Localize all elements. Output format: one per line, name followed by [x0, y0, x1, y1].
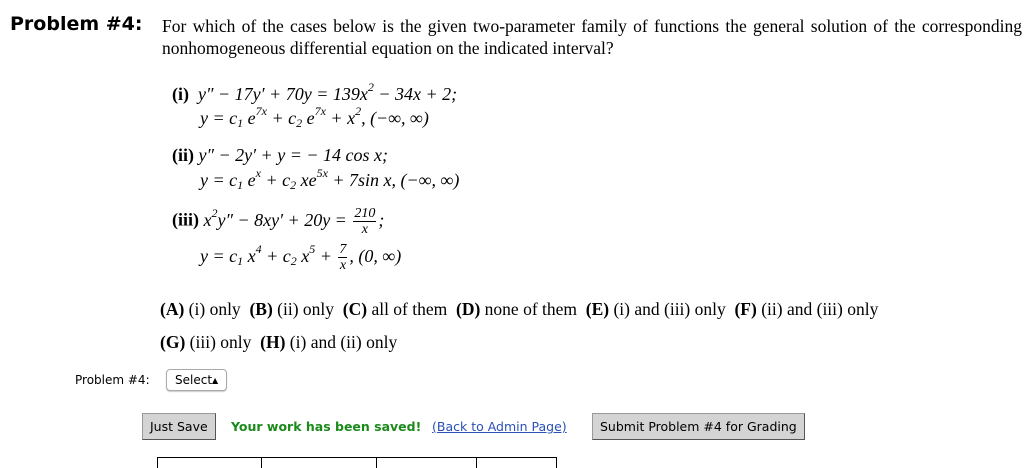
case-ii-solution: $y = c_1$ $e^x + c_2$ $xe^{5x} + 7\sin$ x, (−∞, ∞) [200, 166, 460, 192]
answer-options-row-2 [160, 332, 397, 353]
option-a: (A) (i) only [160, 299, 241, 319]
case-iii-equation: (iii) $x^2y'' - 8xy' + 20y$ = $\frac{210}{x}$ ; [172, 205, 385, 237]
option-h: (H) (i) and (ii) only [260, 332, 398, 352]
option-g: (G) (iii) only [160, 332, 252, 352]
just-save-button[interactable]: Just Save [142, 413, 216, 440]
option-e: (E) (i) and (iii) only [585, 299, 726, 319]
case-ii-equation: (ii) y″ − 2y′ + y = − 14 cos x; [172, 145, 388, 165]
updown-arrows-icon: ▲​ [212, 376, 219, 385]
option-b: (B) (ii) only [249, 299, 335, 319]
problem-statement: For which of the cases below is the given two-parameter family of functions the general solution of the corresponding nonhomogeneous differential equation on the indicated interval? [162, 16, 1022, 58]
answer-options-row-1 [160, 299, 878, 320]
case-i-solution: $y = c_1$ $e^{7x} + c_2$ $e^{7x} + x^2$, (−∞, ∞) [200, 104, 429, 130]
option-c: (C) all of them [342, 299, 448, 319]
case-iii-solution: $y = c_1$ $x^4 + c_2$ $x^5$ + $\frac{7}{x}$ , (0, ∞) [200, 241, 402, 273]
answer-label: Problem #4: [75, 373, 150, 387]
option-f: (F) (ii) and (iii) only [734, 299, 879, 319]
submit-button[interactable]: Submit Problem #4 for Grading [592, 413, 805, 440]
case-i-equation: (i) $y'' - 17y' + 70y = 139x^2 - 34x + 2$; [172, 80, 458, 104]
back-to-admin-link[interactable]: (Back to Admin Page) [432, 419, 567, 434]
problem-title: Problem #4: [10, 13, 143, 35]
saved-message: Your work has been saved! [231, 419, 422, 434]
attempts-table [157, 457, 557, 468]
select-value: Select [175, 373, 213, 387]
option-d: (D) none of them [456, 299, 578, 319]
answer-select[interactable] [166, 369, 227, 391]
